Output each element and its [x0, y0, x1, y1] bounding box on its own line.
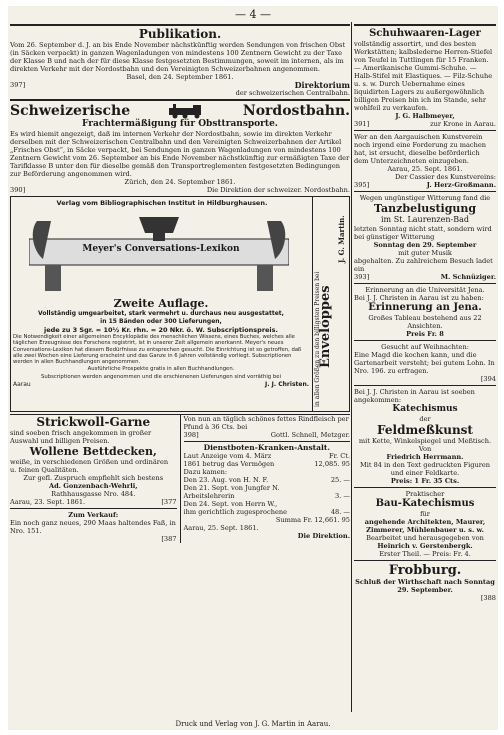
divider [10, 99, 350, 101]
dienstboten-line: Dazu kamen: [183, 468, 228, 476]
dienstboten-sum: Summa Fr. 12,661. 95 [275, 516, 350, 524]
publication-signature: Direktorium [294, 80, 350, 90]
nordostbahn-signature: Die Direktion der schweizer. Nordostbahn. [206, 186, 350, 194]
nordostbahn-place: Zürich, den 24. September 1861. [124, 178, 236, 186]
lexikon-line2: in 15 Bänden oder 300 Lieferungen, [100, 318, 222, 325]
rindfleisch-name: Gottl. Schnell, Metzger. [270, 431, 350, 439]
nordostbahn-subtitle: Frachtermäßigung für Obsttransporte. [82, 119, 278, 129]
jena-body: Bei J. J. Christen in Aarau ist zu haben: [354, 294, 484, 302]
bettdecken-title: Wollene Bettdecken, [29, 445, 157, 458]
verkauf-number: [387 [161, 535, 177, 543]
frobburg-title: Frobburg. [388, 563, 462, 578]
lexikon-subscription: Subscriptionen werden angenommen und die erschienenen Lieferungen sind vorräthig bei [41, 374, 281, 381]
feldmesskunst-body: Mit 84 in den Text gedruckten Figuren und einer Feldkarte. [359, 461, 491, 477]
dienstboten-place: Aarau, 25. Sept. 1861. [183, 524, 259, 532]
bau-von: Bearbeitet und herausgegeben von [366, 534, 484, 542]
dienstboten-value: Fr. Ct. [329, 452, 350, 460]
nordostbahn-number: 390] [10, 186, 26, 194]
newspaper-page [8, 6, 498, 730]
dienstboten-line: 1861 betrug das Vermögen [183, 460, 275, 468]
schuhwaaren-body: vollständig assortirt, und des besten Werkstätten; kalbslederne Herren-Stiefel von Teufel in Tuttlingen für 15 Franken. — Amerikanische Gummi-Schuhe. — Halb-Stifel mit Elastiques. — Filz-Schuhe u. s. w. Durch Uebernahme eines liquidirten Lagers zu außergewöhnlich billigen Preisen bin ich im Stande, sehr wohlfeil zu verkaufen. [354, 40, 493, 112]
schuhwaaren-address: zur Krone in Aarau. [430, 120, 496, 128]
feldmesskunst-price: Preis: 1 Fr. 35 Cts. [390, 477, 460, 485]
weihnachten-body: Eine Magd die kochen kann, und die Gartenarbeit versteht; bei gutem Lohn. In Nro. 196. zu erfragen. [354, 351, 495, 375]
feldmesskunst-von: Von [418, 445, 432, 453]
jena-title: Erinnerung an Jena. [368, 302, 482, 313]
left-column [10, 22, 350, 543]
dienstboten-line: ihm gerichtlich zugesprochene [183, 508, 287, 516]
kunstverein-signature: Der Cassier des Kunstvereins: [395, 173, 496, 181]
publication-title: Publikation. [138, 27, 222, 41]
dienstboten-line: Arbeitslehrerin [183, 492, 235, 500]
weihnachten-title: Gesucht auf Weihnachten: [381, 343, 469, 351]
feldmesskunst-author: Friedrich Herrmann. [386, 453, 464, 461]
bau-sub: angehende Architekten, Maurer, Zimmerer, Mühlenbauer u. s. w. [364, 518, 486, 534]
dienstboten-line: Den 23. Aug. von H. N. F. [183, 476, 269, 484]
rindfleisch-body: Von nun an täglich schönes fettes Rindfleisch per Pfund à 36 Cts. bei [183, 415, 349, 431]
rindfleisch-number: 398] [183, 431, 199, 439]
tanz-music: mit guter Musik [398, 249, 452, 257]
lexikon-body: Die Notwendigkeit einer allgemeinen Encyklopädie des menschlichen Wissens, eines Buches, welches alle täglichen Erzeugnisse des Forschens registrirt, ist in unserer Zeit allgemein anerkannt. Meyer's neues Conversations-Lexikon hat diesem Bedürfnisse zu entsprechen gesucht. Die Einrichtung ist so getroffen, daß alle zwei Wochen eine Lieferung erscheint und das Ganze in 6 Jahren vollständig vorliegt. Subscriptionen werden in allen Buchhandlungen angenommen. [13, 334, 302, 366]
katechismus-pre: Bei J. J. Christen in Aarau ist soeben angekommen: [354, 388, 475, 404]
bau-parts: Erster Theil. — Preis: Fr. 4. [379, 550, 471, 558]
frobburg-body: Schluß der Wirthschaft nach Sonntag 29. September. [355, 578, 495, 594]
schuhwaaren-title: Schuhwaaren-Lager [369, 28, 481, 39]
dienstboten-title: Dienstboten-Kranken-Anstalt. [203, 443, 330, 452]
lexikon-publisher: Verlag vom Bibliographischen Institut in Hildburghausen. [56, 199, 268, 207]
feldmesskunst-title: Feldmeßkunst [377, 423, 473, 437]
bettdecken-body: weiße, in verschiedenen Größen und ordinären u. feinen Qualitäten. [10, 458, 169, 474]
tanz-end: abgehalten. Zu zahlreichem Besuch ladet ein [354, 257, 493, 273]
tanz-place: im St. Laurenzen-Bad [381, 215, 469, 224]
jena-pre: Erinnerung an die Universität Jena. [365, 286, 485, 294]
publication-number: 397] [10, 81, 26, 89]
feldmesskunst-sub: mit Kette, Winkelspiegel und Meßtisch. [358, 437, 492, 445]
strickwolle-body: sind soeben frisch angekommen in großer Auswahl und billigen Preisen. [10, 429, 152, 445]
locomotive-icon [167, 103, 207, 119]
column-divider [351, 22, 352, 712]
jena-desc: Großes Tableau bestehend aus 22 Ansichten. [368, 314, 482, 330]
bettdecken-number: [377 [161, 498, 177, 506]
imprint-footer: Druck und Verlag von J. G. Martin in Aarau. [175, 720, 331, 728]
weihnachten-number: [394 [480, 375, 496, 383]
tanz-date: Sonntag den 29. September [373, 241, 477, 249]
katechismus-title: Katechismus [392, 404, 458, 414]
enveloppes-dealer: J. G. Martin. [337, 215, 346, 263]
tanz-title: Tanzbelustigung [373, 202, 477, 215]
lexikon-line1: Vollständig umgearbeitet, stark vermehrt u. durchaus neu ausgestattet, [38, 310, 284, 317]
dienstboten-value: 3. — [335, 492, 350, 500]
enveloppes-advertisement [312, 197, 349, 411]
publication-place: Basel, den 24. September 1861. [126, 73, 234, 81]
kunstverein-place: Aarau, 25. Sept. 1861. [387, 165, 463, 173]
dienstboten-signature: Die Direktion. [297, 532, 350, 540]
divider [10, 24, 350, 26]
lexikon-advertisement [10, 196, 350, 412]
publication-signature-sub: der schweizerischen Centralbahn. [235, 89, 350, 97]
lexikon-price: jede zu 3 Sgr. = 10½ Kr. rhn. = 20 Nkr. ö. W. Subscriptionspreis. [43, 326, 278, 334]
strickwolle-title: Strickwoll-Garne [36, 415, 151, 429]
page-number: — 4 — [235, 8, 271, 21]
kunstverein-number: 395] [354, 181, 370, 189]
lexikon-place: Aarau [13, 381, 31, 389]
frobburg-number: [388 [480, 594, 496, 602]
lexikon-banner-title: Meyer's Conversations-Lexikon [82, 244, 240, 254]
verkauf-body: Ein noch ganz neues, 290 Maas haltendes Faß, in Nro. 151. [10, 519, 176, 535]
right-column [354, 22, 496, 602]
dienstboten-line: Den 21. Sept. von Jungfer N. [183, 484, 280, 492]
schuhwaaren-name: J. G. Halbmeyer, [395, 112, 455, 120]
verkauf-title: Zum Verkauf: [68, 511, 119, 519]
tanz-body: letzten Sonntag nicht statt, sondern wird bei günstiger Witterung [354, 225, 492, 241]
jena-price: Preis Fr. 8 [406, 330, 444, 338]
bau-pre: Praktischer [405, 490, 445, 498]
dienstboten-line: Laut Anzeige vom 4. März [183, 452, 272, 460]
bettdecken-firm: Ad. Gonzenbach-Wehrli, [48, 482, 138, 490]
kunstverein-body: Wer an den Aargauischen Kunstverein noch irgend eine Forderung zu machen hat, ist ersucht, dieselbe beförderlich dem Unterzeichneten einzugeben. [354, 133, 486, 165]
lexikon-edition: Zweite Auflage. [113, 297, 209, 310]
tanz-pre: Wegen ungünstiger Witterung fand die [359, 194, 491, 202]
bau-title: Bau-Katechismus [375, 498, 475, 509]
dienstboten-value: 25. — [330, 476, 350, 484]
bau-author: Heinrich v. Gerstenbergk. [377, 542, 473, 550]
bau-fur: für [420, 510, 430, 518]
enveloppes-side-text: in allen Größen zu den billigsten Preisen bei [314, 271, 321, 407]
nordostbahn-body: Es wird hiemit angezeigt, daß im internen Verkehr der Nordostbahn, sowie im direkten Verkehr derselben mit der Schweizerischen Centralbahn und den Vereinigten Schweizerbahnen der Artikel „Frisches Obst“, in Säcke verpackt, bei Sendungen in ganzen Wagenladungen von mindestens 100 Zentnern Gewicht vom 26. September an bis Ende November nächstkünftig zur ermäßigten Taxe der Tarifklasse B unter den für dieselbe gemäß den Transportreglementen festgesetzten Bedingungen zur Beförderung angenommen wird. [10, 130, 350, 178]
katechismus-der: der [419, 415, 431, 423]
lexikon-prospekt: Ausführliche Prospekte gratis in allen Buchhandlungen. [87, 366, 235, 373]
publication-body: Vom 26. September d. J. an bis Ende November nächstkünftig werden Sendungen von frischen Obst (in Säcken verpackt) in ganzen Wagenladungen von mindestens 100 Zentnern Gewicht zu der Taxe der Klasse B und nach der für diese Klasse festgesetzten Bestimmungen, soweit im internen, als im direkten Verkehr mit der Nordostbahn und den Vereinigten Schweizerbahnen angenommen. [10, 41, 346, 73]
tanz-signature: M. Schnüziger. [440, 273, 496, 281]
enveloppes-title: Enveloppes [318, 285, 333, 369]
schuhwaaren-number: 391] [354, 120, 370, 128]
bettdecken-place: Aarau, 23. Sept. 1861. [10, 498, 86, 506]
kunstverein-name: J. Herz-Großmann. [426, 181, 496, 189]
dienstboten-value: 12,085. 95 [314, 460, 350, 468]
lexikon-dealer: J. J. Christen. [265, 381, 309, 389]
nordostbahn-title-right: Nordostbahn. [242, 103, 350, 119]
nordostbahn-title-left: Schweizerische [10, 103, 131, 119]
tanz-number: 393] [354, 273, 370, 281]
bettdecken-recommend: Zur gefl. Zuspruch empfiehlt sich bestens [23, 474, 164, 482]
dienstboten-line: Den 24. Sept. von Herrn W., [183, 500, 278, 508]
bettdecken-address: Rathhausgasse Nro. 484. [51, 490, 136, 498]
dienstboten-value: 48. — [330, 508, 350, 516]
